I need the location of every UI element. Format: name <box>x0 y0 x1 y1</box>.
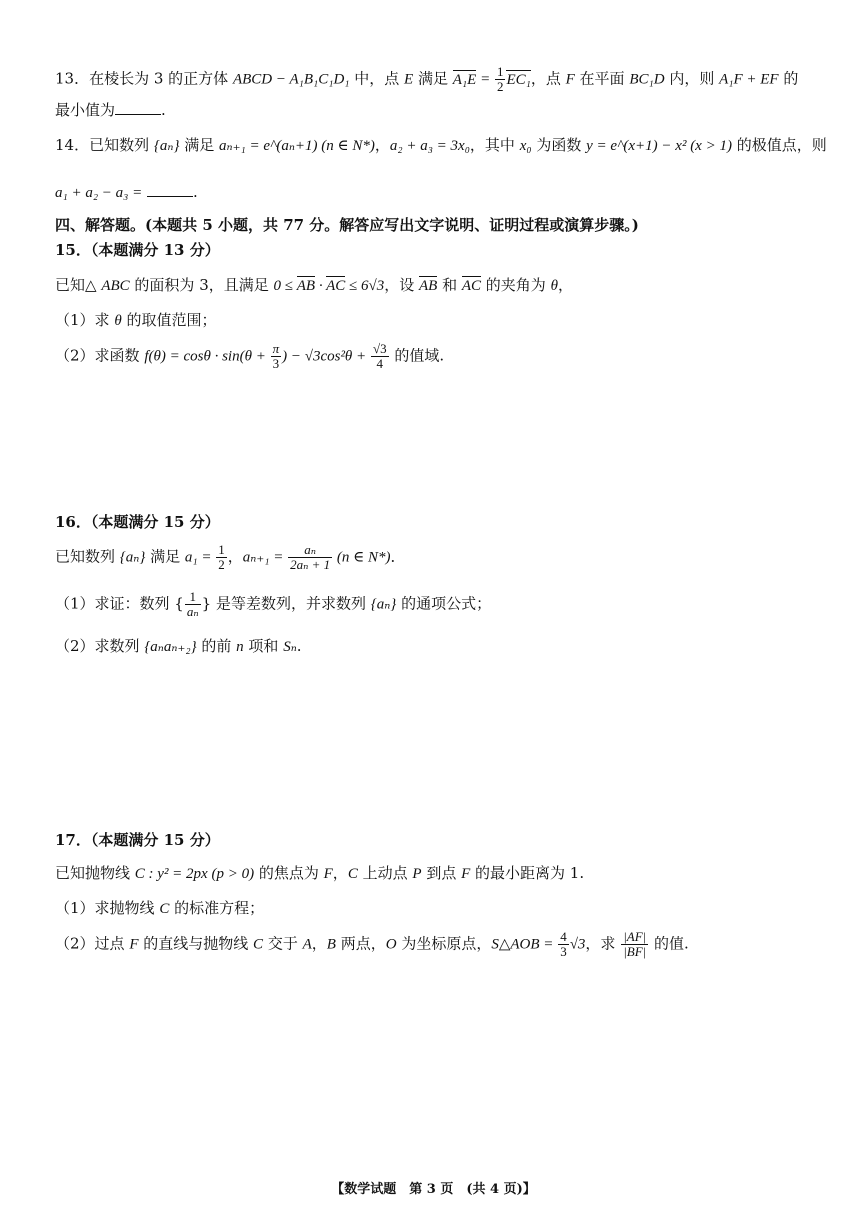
answer-blank <box>115 100 161 115</box>
fraction-recurrence: $\frac{\text{aₙ}}{\text{2aₙ + 1}}$ <box>290 542 331 572</box>
q15-part2: （2）求函数 f(θ) = cosθ · sin(θ + $\frac{\pi}{3}$ ) − √3cos²θ + $\frac{√3}{4}$ 的值域. <box>55 341 445 371</box>
q17-stem: 已知抛物线 C : y² = 2px (p > 0) 的焦点为 F，C 上动点 P 到点 F 的最小距离为 1. <box>55 864 585 882</box>
q17-part1: （1）求抛物线 C 的标准方程； <box>55 899 265 917</box>
fraction-one-half: $\frac{1}{2}$ <box>496 64 504 94</box>
section-heading: 四、解答题。(本题共 5 小题，共 77 分。解答应写出文字说明、证明过程或演算步骤。) <box>55 216 639 234</box>
q15-stem: 已知△ ABC 的面积为 3，且满足 0 ≤ AB · AC ≤ 6√3，设 AB 和 AC 的夹角为 θ， <box>55 276 573 294</box>
q14-number: 14． <box>55 136 90 154</box>
answer-blank <box>147 182 193 197</box>
q16-part2: （2）求数列 {aₙaₙ₊₂} 的前 n 项和 Sₙ. <box>55 637 302 655</box>
fraction-af-over-bf: $\frac{|AF|}{|BF|}$ <box>623 929 647 959</box>
q14-line1: 14．已知数列 {aₙ} 满足 aₙ₊₁ = e^(aₙ+1) (n ∈ N*)，a₂ + a₃ = 3x₀，其中 x₀ 为函数 y = e^(x+1) − x² (x > 1) 的极值点，则 <box>55 136 827 154</box>
q17-part2: （2）过点 F 的直线与抛物线 C 交于 A，B 两点，O 为坐标原点，S△AOB = $\frac{4}{3}$ √3，求 $\frac{|AF|}{|BF|}$ 的值. <box>55 929 689 959</box>
q13-line1: 13．在棱长为 3 的正方体 ABCD − A₁B₁C₁D₁ 中，点 E 满足 A₁E = $\frac{1}{2}$ EC₁，点 F 在平面 BC₁D 内，则 A₁F + EF 的 <box>55 64 799 94</box>
q16-part1: （1）求证：数列 { $\frac{1}{\text{aₙ}}$ } 是等差数列，并求数列 {aₙ} 的通项公式； <box>55 589 492 619</box>
fraction-reciprocal: $\frac{1}{\text{aₙ}}$ <box>186 589 199 619</box>
q16-stem: 已知数列 {aₙ} 满足 a₁ = $\frac{1}{2}$ ，aₙ₊₁ = $\frac{\text{aₙ}}{\text{2aₙ + 1}}$ (n ∈ N*)． <box>55 542 406 572</box>
fraction-four-thirds: $\frac{4}{3}$ <box>560 929 567 959</box>
page-footer: 【数学试题 第 3 页 (共 4 页)】 <box>331 1182 536 1197</box>
fraction-root3-over-4: $\frac{√3}{4}$ <box>372 341 387 371</box>
q15-header: 15．（本题满分 13 分） <box>55 241 220 259</box>
q17-header: 17．（本题满分 15 分） <box>55 831 220 849</box>
fraction-one-half: $\frac{1}{2}$ <box>218 542 225 572</box>
q14-line2: a₁ + a₂ − a₃ = . <box>55 183 198 201</box>
q15-part1: （1）求 θ 的取值范围； <box>55 311 217 329</box>
q16-header: 16．（本题满分 15 分） <box>55 513 220 531</box>
q13-line2: 最小值为 . <box>55 101 166 119</box>
q13-number: 13． <box>55 69 90 88</box>
fraction-pi-over-3: $\frac{\pi}{3}$ <box>272 341 280 371</box>
